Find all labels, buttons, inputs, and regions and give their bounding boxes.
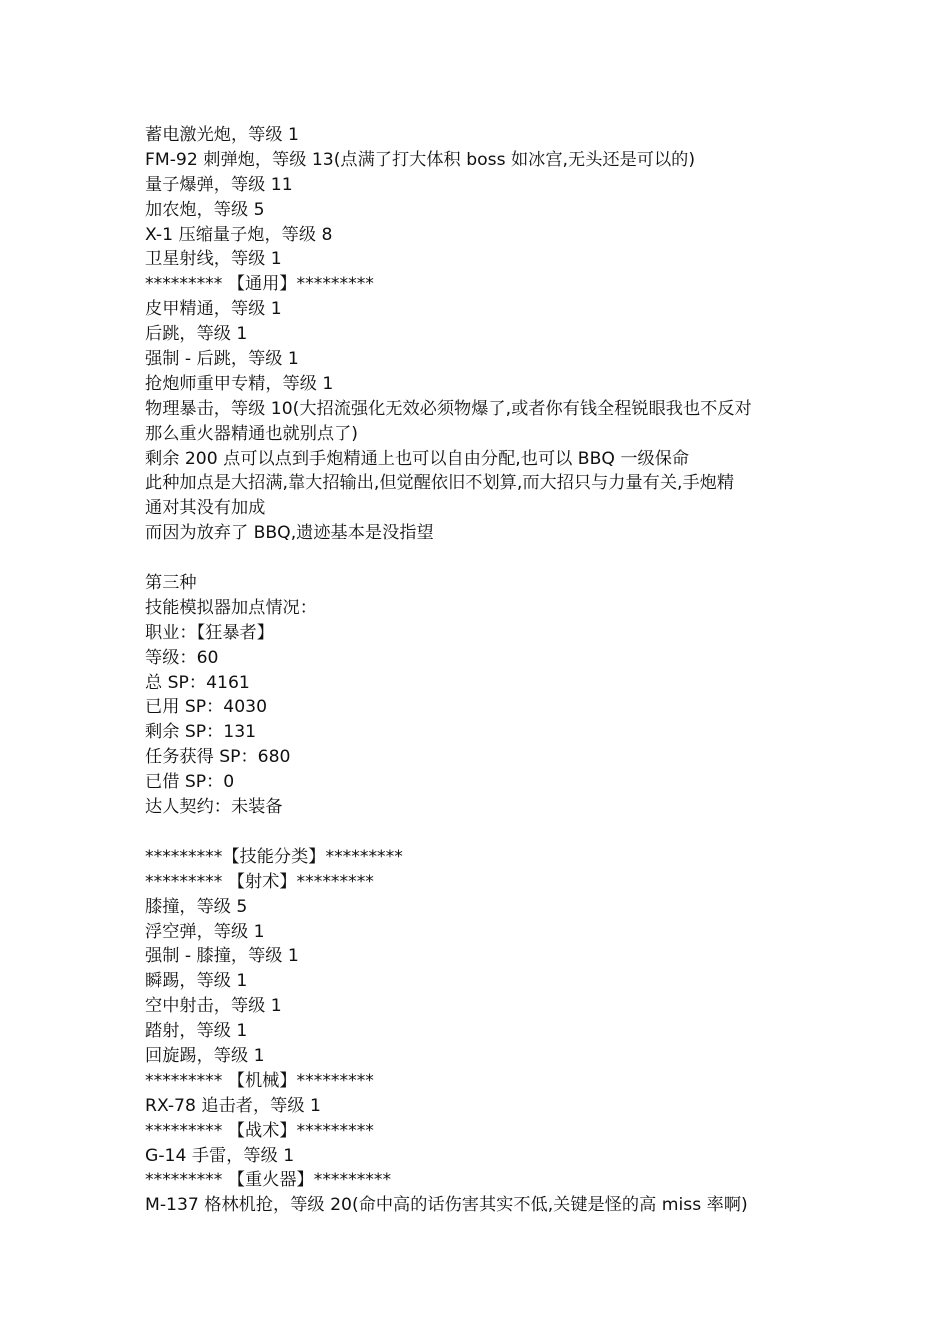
text-line: 那么重火器精通也就别点了) (145, 423, 358, 444)
text-line: X-1 压缩量子炮，等级 8 (145, 224, 333, 245)
text-line: 已用 SP：4030 (145, 697, 268, 718)
document-body (145, 123, 825, 1218)
text-line: 职业：【狂暴者】 (145, 622, 274, 643)
text-line: 后跳，等级 1 (145, 324, 248, 345)
text-line: 卫星射线，等级 1 (145, 249, 282, 270)
text-line: 瞬踢，等级 1 (145, 971, 248, 992)
section-divider: ********* 【重火器】********* (145, 1170, 392, 1191)
text-line: M-137 格林机抢，等级 20(命中高的话伤害其实不低,关键是怪的高 miss 率啊) (145, 1195, 748, 1216)
section-divider: ********* 【机械】********* (145, 1070, 374, 1091)
blank-line (145, 546, 825, 571)
text-line: RX-78 追击者，等级 1 (145, 1095, 321, 1116)
text-line: 总 SP：4161 (145, 672, 250, 693)
text-line: 而因为放弃了 BBQ,遗迹基本是没指望 (145, 523, 434, 544)
text-line: 剩余 SP：131 (145, 722, 257, 743)
text-line: 踏射，等级 1 (145, 1021, 248, 1042)
text-line: 浮空弹，等级 1 (145, 921, 265, 942)
section-divider: *********【技能分类】********* (145, 846, 403, 867)
text-line: 通对其没有加成 (145, 498, 266, 519)
text-line: 物理暴击，等级 10(大招流强化无效必须物爆了,或者你有钱全程锐眼我也不反对 (145, 398, 752, 419)
text-line: FM-92 刺弹炮，等级 13(点满了打大体积 boss 如冰宫,无头还是可以的) (145, 149, 696, 170)
section-divider: ********* 【射术】********* (145, 871, 374, 892)
section-divider: ********* 【通用】********* (145, 274, 374, 295)
text-line: 任务获得 SP：680 (145, 747, 291, 768)
text-line: 量子爆弹，等级 11 (145, 174, 293, 195)
section-divider: ********* 【战术】********* (145, 1120, 374, 1141)
text-line: 等级：60 (145, 647, 219, 668)
text-line: 此种加点是大招满,靠大招输出,但觉醒依旧不划算,而大招只与力量有关,手炮精 (145, 473, 735, 494)
section-heading: 第三种 (145, 573, 197, 594)
text-line: 剩余 200 点可以点到手炮精通上也可以自由分配,也可以 BBQ 一级保命 (145, 448, 690, 469)
text-line: 膝撞，等级 5 (145, 896, 248, 917)
text-line: 强制 - 后跳，等级 1 (145, 349, 299, 370)
text-line: 空中射击，等级 1 (145, 996, 282, 1017)
text-line: 已借 SP：0 (145, 772, 235, 793)
text-line: G-14 手雷，等级 1 (145, 1145, 295, 1166)
text-line: 抢炮师重甲专精，等级 1 (145, 373, 334, 394)
text-line: 加农炮，等级 5 (145, 199, 265, 220)
text-line: 技能模拟器加点情况： (145, 597, 317, 618)
text-line: 强制 - 膝撞，等级 1 (145, 946, 299, 967)
text-line: 皮甲精通，等级 1 (145, 299, 282, 320)
text-line: 达人契约：未装备 (145, 797, 283, 818)
blank-line (145, 820, 825, 845)
text-line: 回旋踢，等级 1 (145, 1045, 265, 1066)
text-line: 蓄电激光炮，等级 1 (145, 125, 299, 145)
